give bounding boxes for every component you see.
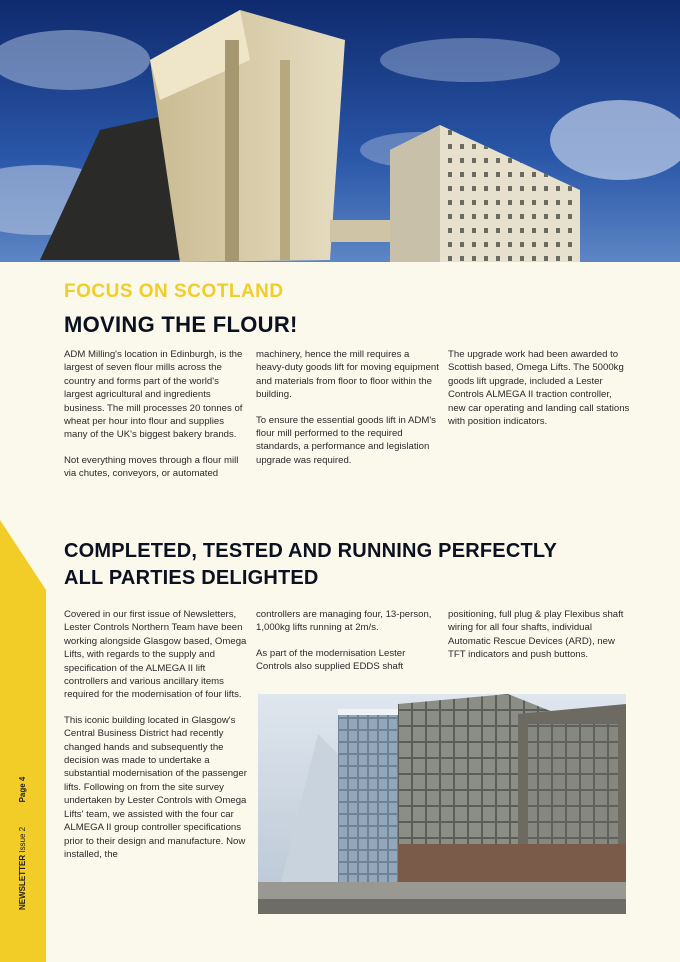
page-number: Page 4 [18, 776, 27, 803]
page-sidebar-label [18, 770, 34, 910]
feature-column-2 [256, 608, 439, 686]
building-photo [258, 694, 626, 914]
section-column-1 [64, 348, 247, 493]
paragraph: controllers are managing four, 13-person, 1,000kg lifts running at 2m/s. [256, 609, 432, 634]
paragraph: This iconic building located in Glasgow's Central Business District had recently changed hands and subsequently the decision was made to undertake a substantial modernisation of the passenger lifts. Following on from the site survey undertaken by Lester Controls with Omega Lifts' team, we assisted with the four car ALMEGA II group controller specifications prior to their design and manufacture. Now installed, the [64, 714, 247, 860]
paragraph: positioning, full plug & play Flexibus shaft wiring for all four shafts, individual Automatic Rescue Devices (ARD), new TFT indicators and push buttons. [448, 609, 624, 661]
feature-column-3 [448, 608, 631, 674]
feature-title [64, 538, 584, 592]
hero-photo [0, 0, 680, 262]
issue-label: Issue 2 [18, 826, 27, 853]
paragraph: ADM Milling's location in Edinburgh, is the largest of seven flour mills across the country and forms part of the world's largest agricultural and ingredients business. The mill processes 20 tonnes of wheat per hour into flour and supplies many of the UK's biggest bakery brands. [64, 349, 243, 441]
feature-column-1 [64, 608, 247, 873]
paragraph: The upgrade work had been awarded to Scottish based, Omega Lifts. The 5000kg goods lift upgrade, included a Lester Controls ALMEGA II traction controller, new car operating and landing call stations with position indicators. [448, 349, 630, 428]
section-kicker: FOCUS ON SCOTLAND [64, 281, 284, 302]
paragraph: Not everything moves through a flour mill via chutes, conveyors, or automated [64, 454, 239, 480]
paragraph: As part of the modernisation Lester Controls also supplied EDDS shaft [256, 647, 406, 673]
paragraph: machinery, hence the mill requires a heavy-duty goods lift for moving equipment and materials from floor to floor within the building. [256, 349, 439, 401]
section-title: MOVING THE FLOUR! [64, 312, 298, 337]
feature-title-line-1: COMPLETED, TESTED AND RUNNING PERFECTLY [64, 540, 558, 562]
section-column-3 [448, 348, 631, 440]
section-column-2 [256, 348, 439, 479]
paragraph: To ensure the essential goods lift in ADM's flour mill performed to the required standards, a performance and legislation upgrade was required. [256, 414, 436, 466]
feature-title-line-2: ALL PARTIES DELIGHTED [64, 567, 319, 589]
newsletter-label: NEWSLETTER [18, 854, 27, 910]
paragraph: Covered in our first issue of Newsletters, Lester Controls Northern Team have been working alongside Glasgow based, Omega Lifts, with regards to the supply and specification of the ALMEGA II lift controllers and various ancillary items required for the modernisation of four lifts. [64, 609, 247, 701]
